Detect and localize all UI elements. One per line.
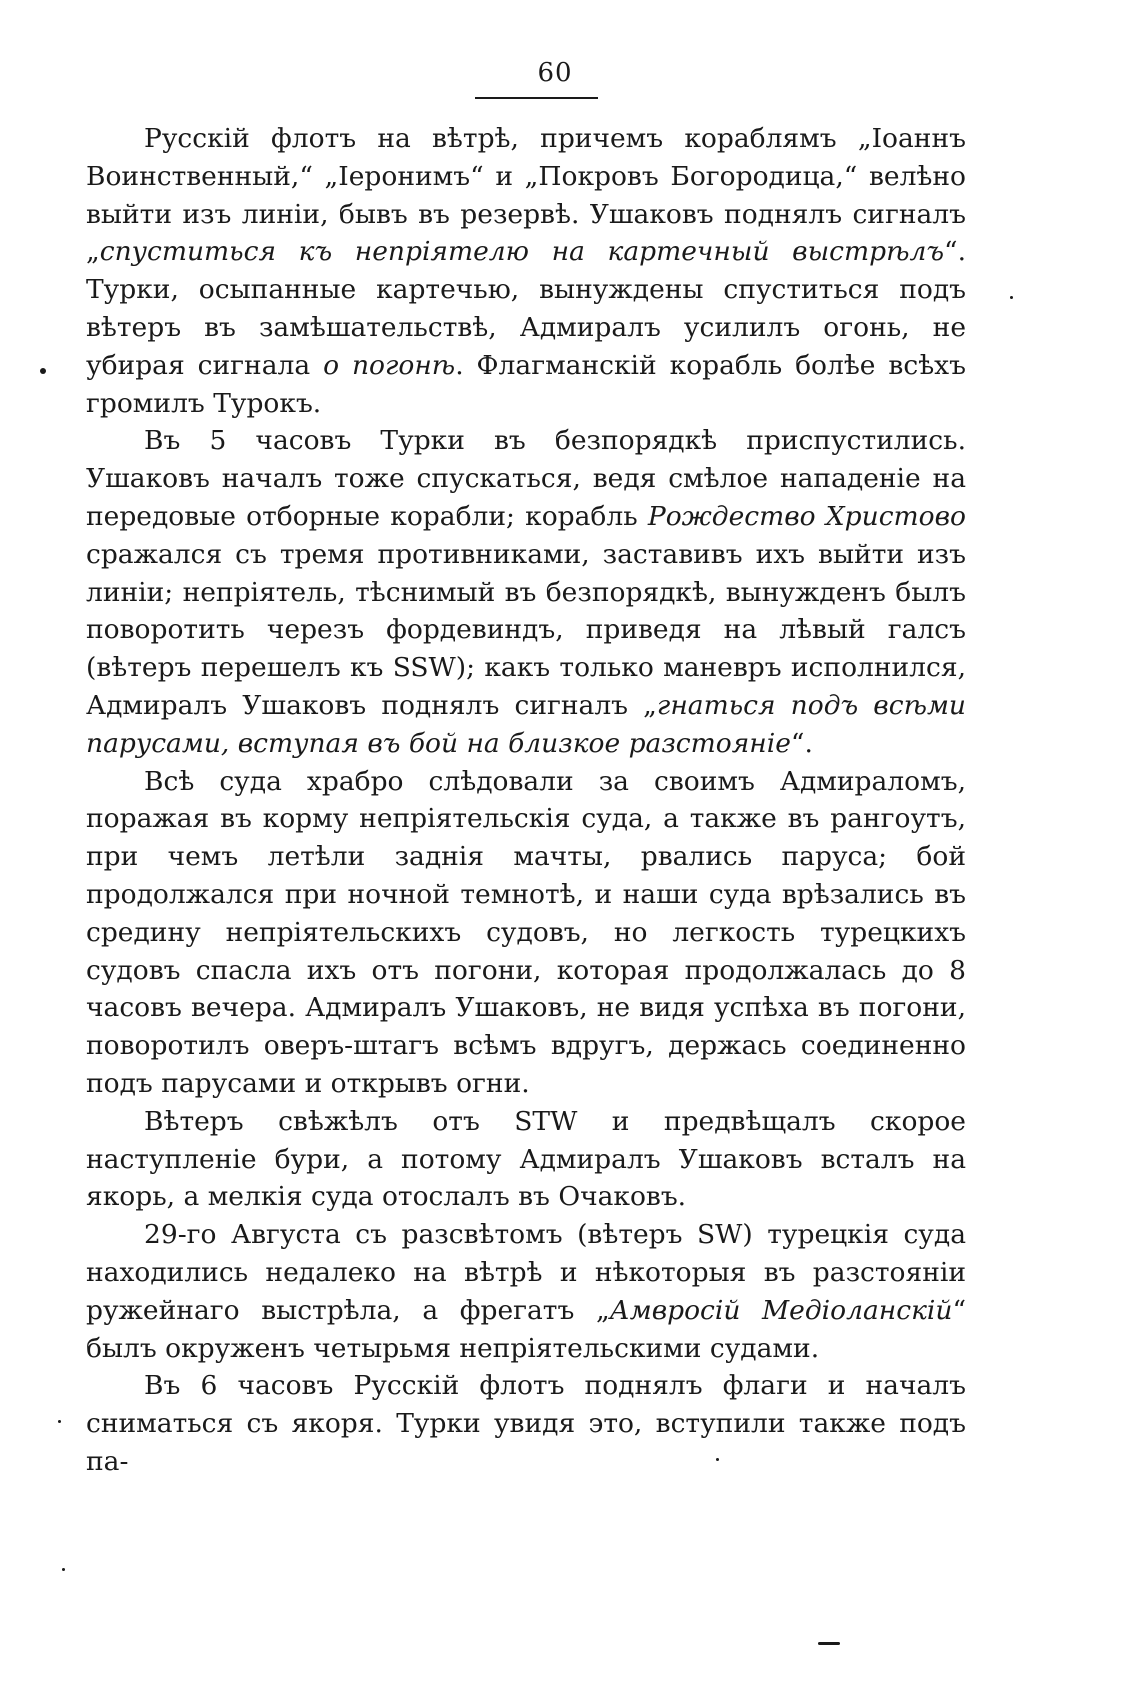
text-run: “ былъ окруженъ четырьмя непріятельскими судами. — [86, 1294, 966, 1364]
page-number: 60 — [537, 58, 573, 88]
text-run: сражался съ тремя противниками, заставивъ ихъ выйти изъ линіи; непріятель, тѣснимый въ безпорядкѣ, вынужденъ былъ поворотить черезъ фордевиндъ, приведя на лѣвый галсъ (вѣтеръ перешелъ къ SSW); какъ только маневръ исполнился, Адмиралъ Ушаковъ поднялъ сигналъ „ — [86, 538, 966, 721]
paragraph — [86, 120, 966, 422]
paragraph — [86, 1216, 966, 1367]
text-run: Вѣтеръ свѣжѣлъ отъ STW и предвѣщалъ скорое наступленіе бури, а потому Адмиралъ Ушаковъ всталъ на якорь, а мелкія суда отослалъ въ Очаковъ. — [86, 1105, 966, 1213]
paragraph — [86, 1103, 966, 1216]
body-text — [86, 120, 966, 1481]
italic-text-run: о погонѣ — [323, 349, 456, 381]
italic-text-run: спуститься къ непріятелю на картечный выстрѣлъ — [99, 236, 945, 268]
page-number-rule — [475, 97, 598, 99]
italic-text-run: гнаться подъ всѣми парусами, вступая въ бой на близкое разстояніе — [86, 689, 966, 759]
text-run: Всѣ суда храбро слѣдовали за своимъ Адмираломъ, поражая въ корму непріятельскія суда, а также въ рангоутъ, при чемъ летѣли заднія мачты, рвались паруса; бой продолжался при ночной темнотѣ, и наши суда врѣзались въ средину непріятельскихъ судовъ, но легкость турецкихъ судовъ спасла ихъ отъ погони, которая продолжалась до 8 часовъ вечера. Адмиралъ Ушаковъ, не видя успѣха въ погони, поворотилъ оверъ-штагъ всѣмъ вдругъ, держась соединенно подъ парусами и открывъ огни. — [86, 765, 966, 1099]
paragraph — [86, 763, 966, 1103]
text-run: Въ 5 часовъ Турки въ безпорядкѣ приспустились. Ушаковъ началъ тоже спускаться, ведя смѣлое нападеніе на передовые отборные корабли; корабль — [86, 425, 966, 532]
text-run: 29-го Августа съ разсвѣтомъ (вѣтеръ SW) турецкія суда находились недалеко на вѣтрѣ и нѣкоторыя въ разстояніи ружейнаго выстрѣла, а фрегатъ „ — [86, 1219, 966, 1326]
paragraph — [86, 1367, 966, 1480]
text-run: “. Турки, осыпанные картечью, вынуждены спуститься подъ вѣтеръ въ замѣшательствѣ, Адмиралъ усилилъ огонь, не убирая сигнала — [86, 236, 966, 381]
text-run: Въ 6 часовъ Русскій флотъ поднялъ флаги и началъ сниматься съ якоря. Турки увидя это, вступили также подъ па- — [86, 1370, 966, 1477]
scan-speck — [58, 1420, 61, 1423]
text-run: “. — [790, 727, 813, 759]
text-run: . Флагманскій корабль болѣе всѣхъ громилъ Турокъ. — [86, 349, 966, 419]
text-run: Русскій флотъ на вѣтрѣ, причемъ кораблямъ „Іоаннъ Воинственный,“ „Іеронимъ“ и „Покровъ Богородица,“ велѣно выйти изъ линіи, бывъ въ резервѣ. Ушаковъ поднялъ сигналъ „ — [86, 123, 966, 268]
scan-speck — [62, 1568, 65, 1571]
scan-speck — [716, 1458, 719, 1461]
paragraph — [86, 422, 966, 762]
italic-text-run: Амвросій Медіоланскій — [609, 1294, 953, 1326]
scan-speck — [1010, 296, 1013, 299]
italic-text-run: Рождество Христово — [647, 500, 966, 532]
scan-speck — [40, 368, 46, 374]
scan-speck — [818, 1642, 840, 1645]
